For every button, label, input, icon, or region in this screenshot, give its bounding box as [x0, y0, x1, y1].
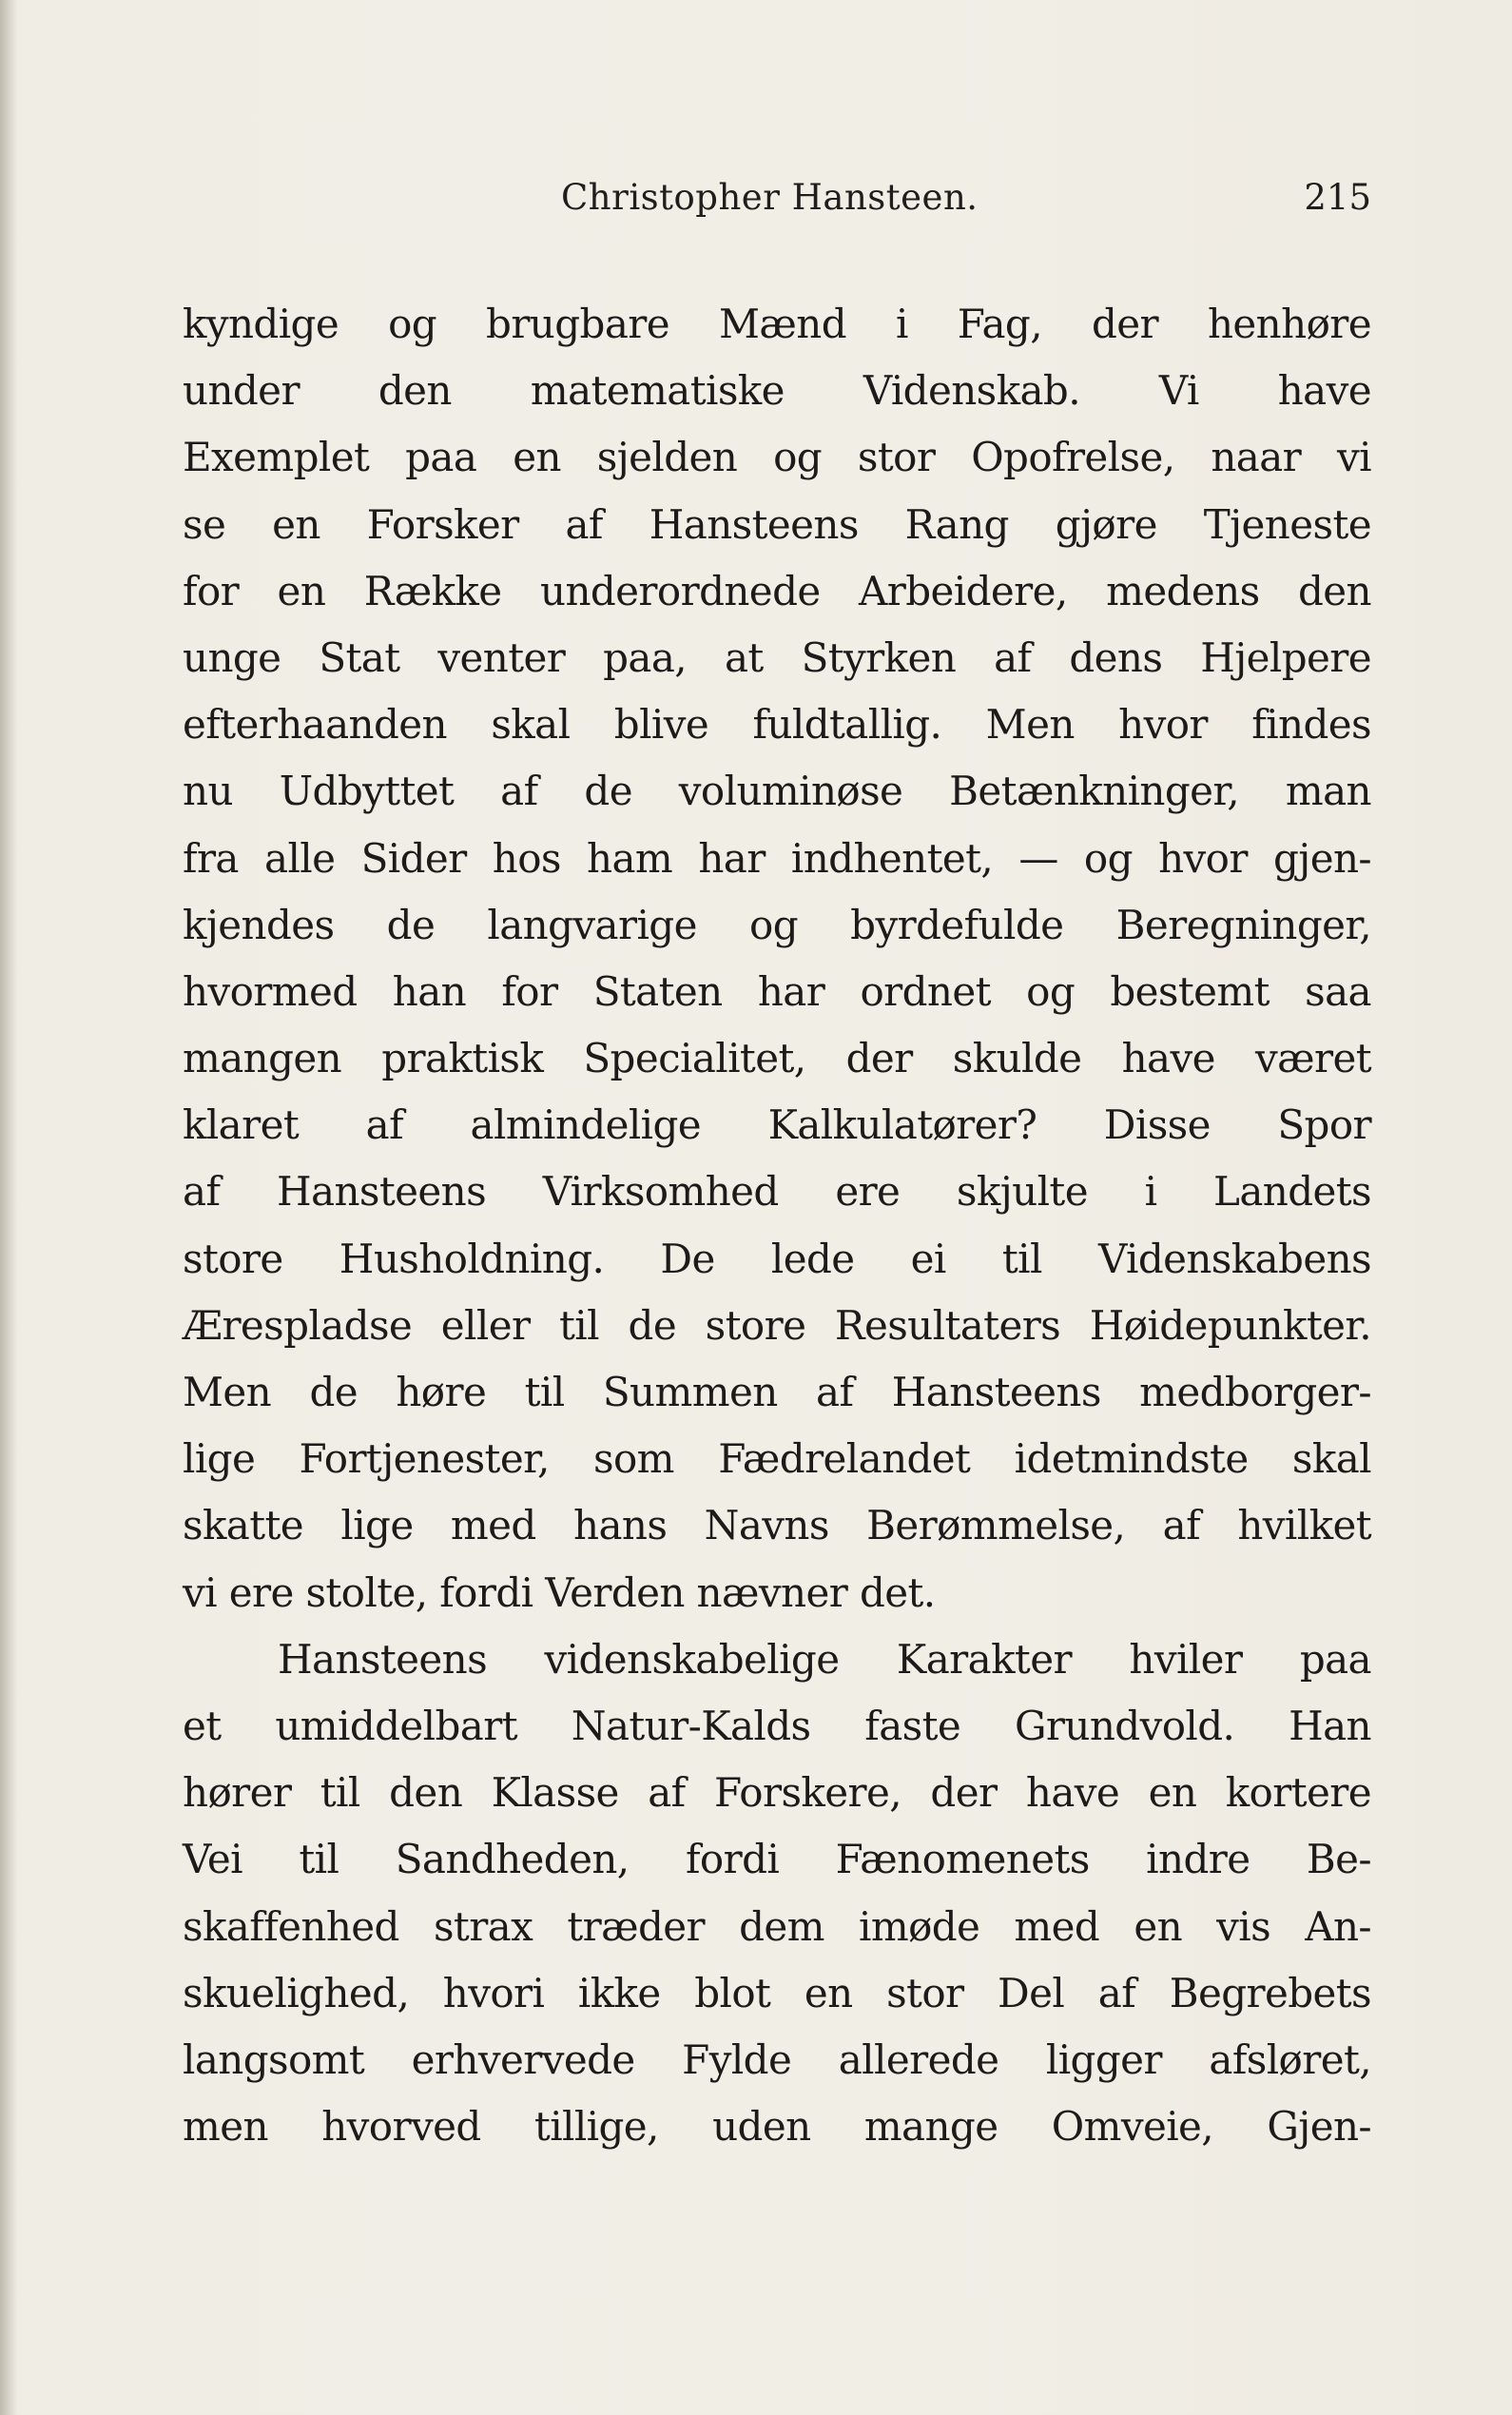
text-line: nu Udbyttet af de voluminøse Betænkninger, man [183, 768, 1371, 815]
text-line: se en Forsker af Hansteens Rang gjøre Tjeneste [183, 500, 1371, 548]
text-line: hvormed han for Staten har ordnet og bestemt saa [183, 967, 1371, 1015]
text-line: unge Stat venter paa, at Styrken af dens Hjelpere [183, 633, 1371, 681]
text-line: fra alle Sider hos ham har indhentet, — og hvor gjen- [183, 834, 1371, 882]
text-line: efterhaanden skal blive fuldtallig. Men hvor findes [183, 701, 1371, 749]
text-line: hører til den Klasse af Forskere, der have en kortere [183, 1769, 1371, 1817]
text-line: Hansteens videnskabelige Karakter hviler paa [278, 1635, 1371, 1683]
page-gutter-shadow [0, 0, 17, 2415]
text-line: af Hansteens Virksomhed ere skjulte i Landets [183, 1168, 1371, 1216]
running-head [183, 177, 1371, 226]
text-line: store Husholdning. De lede ei til Videnskabens [183, 1235, 1371, 1282]
text-line: et umiddelbart Natur-Kalds faste Grundvold. Han [183, 1702, 1371, 1749]
text-line: skuelighed, hvori ikke blot en stor Del af Begrebets [183, 1969, 1371, 2016]
text-line: lige Fortjenester, som Fædrelandet idetmindste skal [183, 1435, 1371, 1483]
text-line: vi ere stolte, fordi Verden nævner det. [183, 1568, 936, 1616]
running-title: Christopher Hansteen. [561, 177, 979, 218]
text-line: for en Række underordnede Arbeidere, medens den [183, 567, 1371, 614]
text-line: kyndige og brugbare Mænd i Fag, der henhøre [183, 301, 1371, 347]
text-line: skatte lige med hans Navns Berømmelse, af hvilket [183, 1502, 1371, 1549]
text-line: skaffenhed strax træder dem imøde med en vis An- [183, 1902, 1371, 1950]
text-line: Vei til Sandheden, fordi Fænomenets indre Be- [183, 1836, 1371, 1883]
text-line: under den matematiske Videnskab. Vi have [183, 367, 1371, 415]
text-line: klaret af almindelige Kalkulatører? Disse Spor [183, 1101, 1371, 1149]
text-line: Men de høre til Summen af Hansteens medborger- [183, 1369, 1371, 1415]
page-number: 215 [1304, 177, 1371, 218]
text-line: Exemplet paa en sjelden og stor Opofrelse, naar vi [183, 434, 1371, 481]
text-line: mangen praktisk Specialitet, der skulde have været [183, 1035, 1371, 1082]
text-line: Ærespladse eller til de store Resultaters Høidepunkter. [183, 1301, 1371, 1349]
text-line: langsomt erhvervede Fylde allerede ligger afsløret, [183, 2035, 1371, 2083]
body-text [183, 291, 1371, 2160]
text-line: kjendes de langvarige og byrdefulde Beregninger, [183, 901, 1371, 948]
text-line: men hvorved tillige, uden mange Omveie, Gjen- [183, 2103, 1371, 2151]
